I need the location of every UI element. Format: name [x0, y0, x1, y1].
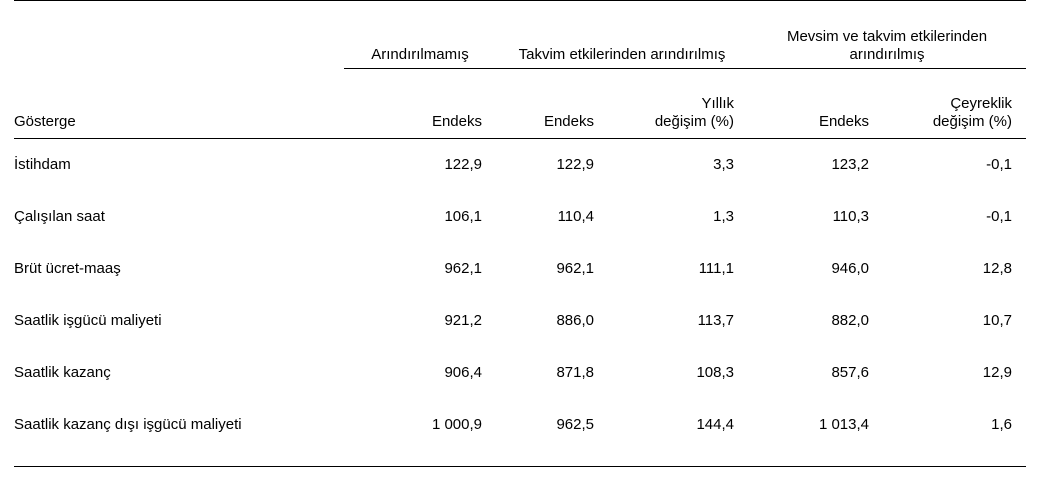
cell-quarterly-change: -0,1	[986, 208, 1012, 225]
cell-annual-change: 108,3	[696, 364, 734, 381]
row-indicator: Brüt ücret-maaş	[14, 260, 121, 277]
column-header-seasonal-index: Endeks	[818, 113, 869, 130]
column-header-quarterly-change-line2: değişim (%)	[932, 113, 1012, 130]
cell-calendar-index: 110,4	[557, 208, 594, 225]
column-header-annual-change-line1: Yıllık	[701, 95, 734, 112]
cell-seasonal-index: 1 013,4	[818, 416, 869, 433]
cell-quarterly-change: 10,7	[982, 312, 1012, 329]
cell-calendar-index: 871,8	[556, 364, 594, 381]
group-header-calendar-adjusted: Takvim etkilerinden arındırılmış	[518, 46, 726, 63]
cell-quarterly-change: 1,6	[991, 416, 1012, 433]
cell-quarterly-change: -0,1	[986, 156, 1012, 173]
group-header-empty	[14, 28, 344, 67]
table-row	[14, 243, 1026, 295]
table-row	[14, 295, 1026, 347]
group-header-unadjusted: Arındırılmamış	[371, 46, 469, 63]
header-spacer	[14, 2, 1026, 28]
table-row	[14, 347, 1026, 399]
row-indicator: Saatlik işgücü maliyeti	[14, 312, 162, 329]
column-header-annual-change	[608, 95, 748, 137]
table-body	[14, 139, 1026, 467]
cell-seasonal-index: 123,2	[831, 156, 869, 173]
bottom-spacer	[14, 451, 1026, 465]
column-header-row	[14, 95, 1026, 137]
cell-annual-change: 3,3	[713, 156, 734, 173]
cell-quarterly-change: 12,9	[982, 364, 1012, 381]
column-header-calendar-index: Endeks	[543, 113, 594, 130]
cell-seasonal-index: 110,3	[832, 208, 869, 225]
cell-quarterly-change: 12,8	[982, 260, 1012, 277]
cell-annual-change: 144,4	[696, 416, 734, 433]
cell-unadjusted-index: 906,4	[444, 364, 482, 381]
cell-seasonal-index: 946,0	[831, 260, 869, 277]
cell-calendar-index: 962,5	[556, 416, 594, 433]
table-row	[14, 399, 1026, 451]
cell-unadjusted-index: 962,1	[444, 260, 482, 277]
column-header-annual-change-line2: değişim (%)	[654, 113, 734, 130]
cell-seasonal-index: 882,0	[831, 312, 869, 329]
table-header	[14, 1, 1026, 139]
row-indicator: İstihdam	[14, 156, 71, 173]
column-header-indicator: Gösterge	[14, 113, 76, 130]
row-indicator: Saatlik kazanç dışı işgücü maliyeti	[14, 416, 242, 433]
column-header-unadjusted-index: Endeks	[431, 113, 482, 130]
table-row	[14, 139, 1026, 192]
row-indicator: Saatlik kazanç	[14, 364, 111, 381]
table-bottom-rule	[14, 465, 1026, 467]
cell-unadjusted-index: 1 000,9	[431, 416, 482, 433]
cell-seasonal-index: 857,6	[831, 364, 869, 381]
cell-unadjusted-index: 106,1	[444, 208, 482, 225]
cell-annual-change: 1,3	[713, 208, 734, 225]
cell-calendar-index: 122,9	[556, 156, 594, 173]
indicators-table	[14, 0, 1026, 467]
table-row	[14, 191, 1026, 243]
group-column-spacer	[14, 69, 1026, 96]
cell-annual-change: 113,7	[697, 312, 734, 329]
group-header-seasonal-calendar-adjusted: Mevsim ve takvim etkilerinden arındırılmış	[786, 28, 988, 63]
cell-unadjusted-index: 921,2	[444, 312, 482, 329]
cell-calendar-index: 962,1	[556, 260, 594, 277]
row-indicator: Çalışılan saat	[14, 208, 105, 225]
cell-annual-change: 111,1	[698, 260, 734, 277]
column-header-quarterly-change-line1: Çeyreklik	[950, 95, 1012, 112]
cell-calendar-index: 886,0	[556, 312, 594, 329]
cell-unadjusted-index: 122,9	[444, 156, 482, 173]
group-header-row	[14, 28, 1026, 67]
column-header-quarterly-change	[883, 95, 1026, 137]
